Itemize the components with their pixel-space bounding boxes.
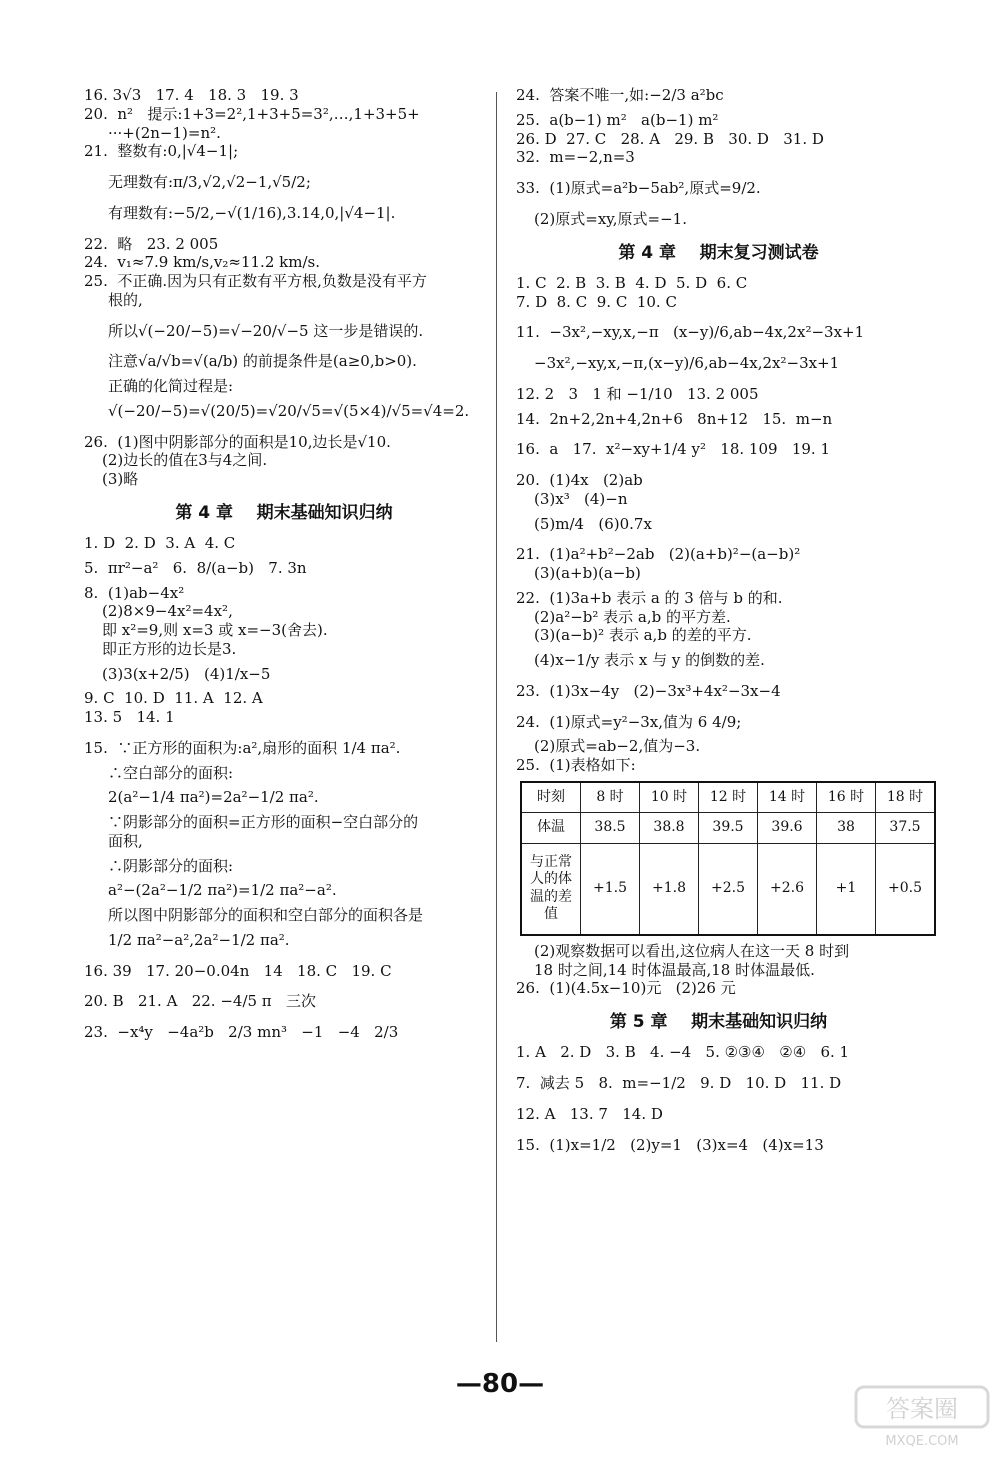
answer-line: 有理数有:−5/2,−√(1/16),3.14,0,|√4−1|. (108, 203, 396, 222)
answer-line: 16. 39 17. 20−0.04n 14 18. C 19. C (84, 961, 392, 980)
answer-line: 无理数有:π/3,√2,√2−1,√5/2; (108, 173, 311, 191)
answer-line: 22. (1)3a+b 表示 a 的 3 倍与 b 的和. (516, 588, 783, 607)
table-cell: 38.8 (640, 813, 699, 844)
answer-line: 22. 略 23. 2 005 (84, 234, 219, 253)
table-header-cell: 10 时 (640, 782, 699, 813)
left-column (84, 86, 484, 1042)
svg-text:MXQE.COM: MXQE.COM (885, 1434, 959, 1449)
table-cell: +1.5 (581, 843, 640, 935)
section-heading: 第 5 章 期末基础知识归纳 (609, 1012, 828, 1032)
answer-line: 8. (1)ab−4x² (84, 583, 185, 602)
answer-line: (3)(a+b)(a−b) (534, 564, 641, 582)
right-top-section (516, 86, 921, 775)
answer-line: 面积, (108, 831, 143, 850)
answer-line: 即正方形的边长是3. (102, 639, 237, 658)
table-header-cell: 18 时 (876, 782, 936, 813)
table-cell: 39.6 (758, 813, 817, 844)
table-cell: 与正常人的体温的差值 (521, 843, 581, 935)
answer-line: 1. D 2. D 3. A 4. C (84, 534, 236, 552)
table-cell: +1.8 (640, 843, 699, 935)
answer-line: (2)原式=ab−2,值为−3. (534, 737, 701, 756)
answer-line: 33. (1)原式=a²b−5ab²,原式=9/2. (516, 179, 761, 197)
answer-line: 12. A 13. 7 14. D (516, 1104, 663, 1123)
watermark-logo (852, 1383, 992, 1453)
answer-line: −3x²,−xy,x,−π,(x−y)/6,ab−4x,2x²−3x+1 (534, 354, 840, 372)
answer-line: 15. ∵正方形的面积为:a²,扇形的面积 1/4 πa². (84, 738, 401, 757)
table-cell: +1 (817, 843, 876, 935)
table-header-cell: 时刻 (521, 782, 581, 813)
answer-line: ∵阴影部分的面积=正方形的面积−空白部分的 (108, 813, 419, 831)
answer-line: 25. (1)表格如下: (516, 756, 636, 774)
answer-line: 20. B 21. A 22. −4/5 π 三次 (84, 992, 316, 1011)
table-header-cell: 14 时 (758, 782, 817, 813)
answer-line: √(−20/−5)=√(20/5)=√20/√5=√(5×4)/√5=√4=2. (108, 401, 470, 420)
right-bottom-section (516, 942, 921, 1155)
answer-line: ···+(2n−1)=n². (108, 123, 221, 142)
table-cell: 38 (817, 813, 876, 844)
answer-line: 2(a²−1/4 πa²)=2a²−1/2 πa². (108, 788, 319, 807)
answer-line: (2)8×9−4x²=4x², (102, 602, 233, 621)
answer-line: 24. v₁≈7.9 km/s,v₂≈11.2 km/s. (84, 253, 320, 272)
column-divider (496, 92, 497, 1342)
answer-line: (5)m/4 (6)0.7x (534, 514, 652, 533)
answer-line: 21. 整数有:0,|√4−1|; (84, 142, 239, 161)
table-cell: 体温 (521, 813, 581, 844)
answer-line: 21. (1)a²+b²−2ab (2)(a+b)²−(a−b)² (516, 545, 801, 564)
table-row (521, 843, 935, 935)
table-cell: +2.6 (758, 843, 817, 935)
answer-line: 所以√(−20/−5)=√−20/√−5 这一步是错误的. (108, 321, 424, 340)
answer-line: (2)边长的值在3与4之间. (102, 451, 268, 470)
answer-line: ∴阴影部分的面积: (108, 856, 234, 875)
answer-line: 26. (1)图中阴影部分的面积是10,边长是√10. (84, 432, 391, 451)
answer-line: 1. A 2. D 3. B 4. −4 5. ②③④ ②④ 6. 1 (516, 1043, 850, 1062)
answer-line: (3)(a−b)² 表示 a,b 的差的平方. (534, 626, 752, 645)
answer-line: ∴空白部分的面积: (108, 763, 234, 782)
section-heading: 第 4 章 期末基础知识归纳 (175, 502, 393, 523)
answer-line: 9. C 10. D 11. A 12. A (84, 689, 263, 708)
answer-line: 1. C 2. B 3. B 4. D 5. D 6. C (516, 273, 748, 292)
answer-line: 26. (1)(4.5x−10)元 (2)26 元 (516, 979, 736, 998)
answer-line: (3)略 (102, 470, 139, 488)
table-header-cell: 8 时 (581, 782, 640, 813)
answer-line: (2)观察数据可以看出,这位病人在这一天 8 时到 (534, 941, 850, 960)
answer-line: 24. 答案不唯一,如:−2/3 a²bc (516, 86, 724, 104)
table-cell: +2.5 (699, 843, 758, 935)
answer-line: 即 x²=9,则 x=3 或 x=−3(舍去). (102, 621, 328, 639)
page-number: —80— (455, 1369, 545, 1399)
answer-line: 20. n² 提示:1+3=2²,1+3+5=3²,…,1+3+5+ (84, 104, 420, 123)
answer-line: 16. 3√3 17. 4 18. 3 19. 3 (84, 86, 299, 104)
answer-line: 所以图中阴影部分的面积和空白部分的面积各是 (108, 906, 424, 924)
table-cell: 37.5 (876, 813, 936, 844)
answer-line: 26. D 27. C 28. A 29. B 30. D 31. D (516, 129, 824, 148)
table-cell: +0.5 (876, 843, 936, 935)
answer-line: 1/2 πa²−a²,2a²−1/2 πa². (108, 930, 290, 949)
answer-line: (3)x³ (4)−n (534, 489, 628, 508)
answer-line: (3)3(x+2/5) (4)1/x−5 (102, 664, 271, 683)
table-header-row (521, 782, 935, 813)
answer-line: 15. (1)x=1/2 (2)y=1 (3)x=4 (4)x=13 (516, 1135, 824, 1154)
section-heading: 第 4 章 期末复习测试卷 (618, 242, 819, 263)
answer-line: 7. 减去 5 8. m=−1/2 9. D 10. D 11. D (516, 1074, 842, 1092)
answer-line: 24. (1)原式=y²−3x,值为 6 4/9; (516, 712, 742, 731)
answer-line: 18 时之间,14 时体温最高,18 时体温最低. (534, 960, 815, 979)
answer-line: 32. m=−2,n=3 (516, 148, 635, 167)
answer-line: 11. −3x²,−xy,x,−π (x−y)/6,ab−4x,2x²−3x+1 (516, 323, 865, 342)
answer-line: 25. a(b−1) m² a(b−1) m² (516, 110, 719, 129)
temperature-table (520, 781, 936, 936)
answer-line: 20. (1)4x (2)ab (516, 471, 643, 489)
answer-line: 23. (1)3x−4y (2)−3x³+4x²−3x−4 (516, 681, 781, 700)
answer-line: a²−(2a²−1/2 πa²)=1/2 πa²−a². (108, 881, 337, 900)
answer-line: 注意√a/√b=√(a/b) 的前提条件是(a≥0,b>0). (108, 352, 417, 371)
answer-line: 14. 2n+2,2n+4,2n+6 8n+12 15. m−n (516, 409, 833, 428)
answer-line: 13. 5 14. 1 (84, 708, 175, 726)
answer-line: 25. 不正确.因为只有正数有平方根,负数是没有平方 (84, 272, 427, 290)
answer-line: (2)原式=xy,原式=−1. (534, 209, 687, 228)
right-column (516, 86, 924, 1154)
table-header-cell: 12 时 (699, 782, 758, 813)
answer-line: 5. πr²−a² 6. 8/(a−b) 7. 3n (84, 558, 307, 577)
table-header-cell: 16 时 (817, 782, 876, 813)
answer-line: 根的, (108, 290, 143, 309)
watermark-text: 答案圈 (886, 1395, 958, 1423)
table-cell: 38.5 (581, 813, 640, 844)
answer-line: 12. 2 3 1 和 −1/10 13. 2 005 (516, 384, 759, 403)
answer-line: 7. D 8. C 9. C 10. C (516, 292, 677, 311)
answer-line: (2)a²−b² 表示 a,b 的平方差. (534, 607, 731, 626)
answer-line: 23. −x⁴y −4a²b 2/3 mn³ −1 −4 2/3 (84, 1023, 399, 1041)
table-cell: 39.5 (699, 813, 758, 844)
answer-line: 正确的化简过程是: (108, 377, 234, 395)
answer-line: (4)x−1/y 表示 x 与 y 的倒数的差. (534, 651, 765, 669)
table-row (521, 813, 935, 844)
answer-line: 16. a 17. x²−xy+1/4 y² 18. 109 19. 1 (516, 440, 830, 459)
